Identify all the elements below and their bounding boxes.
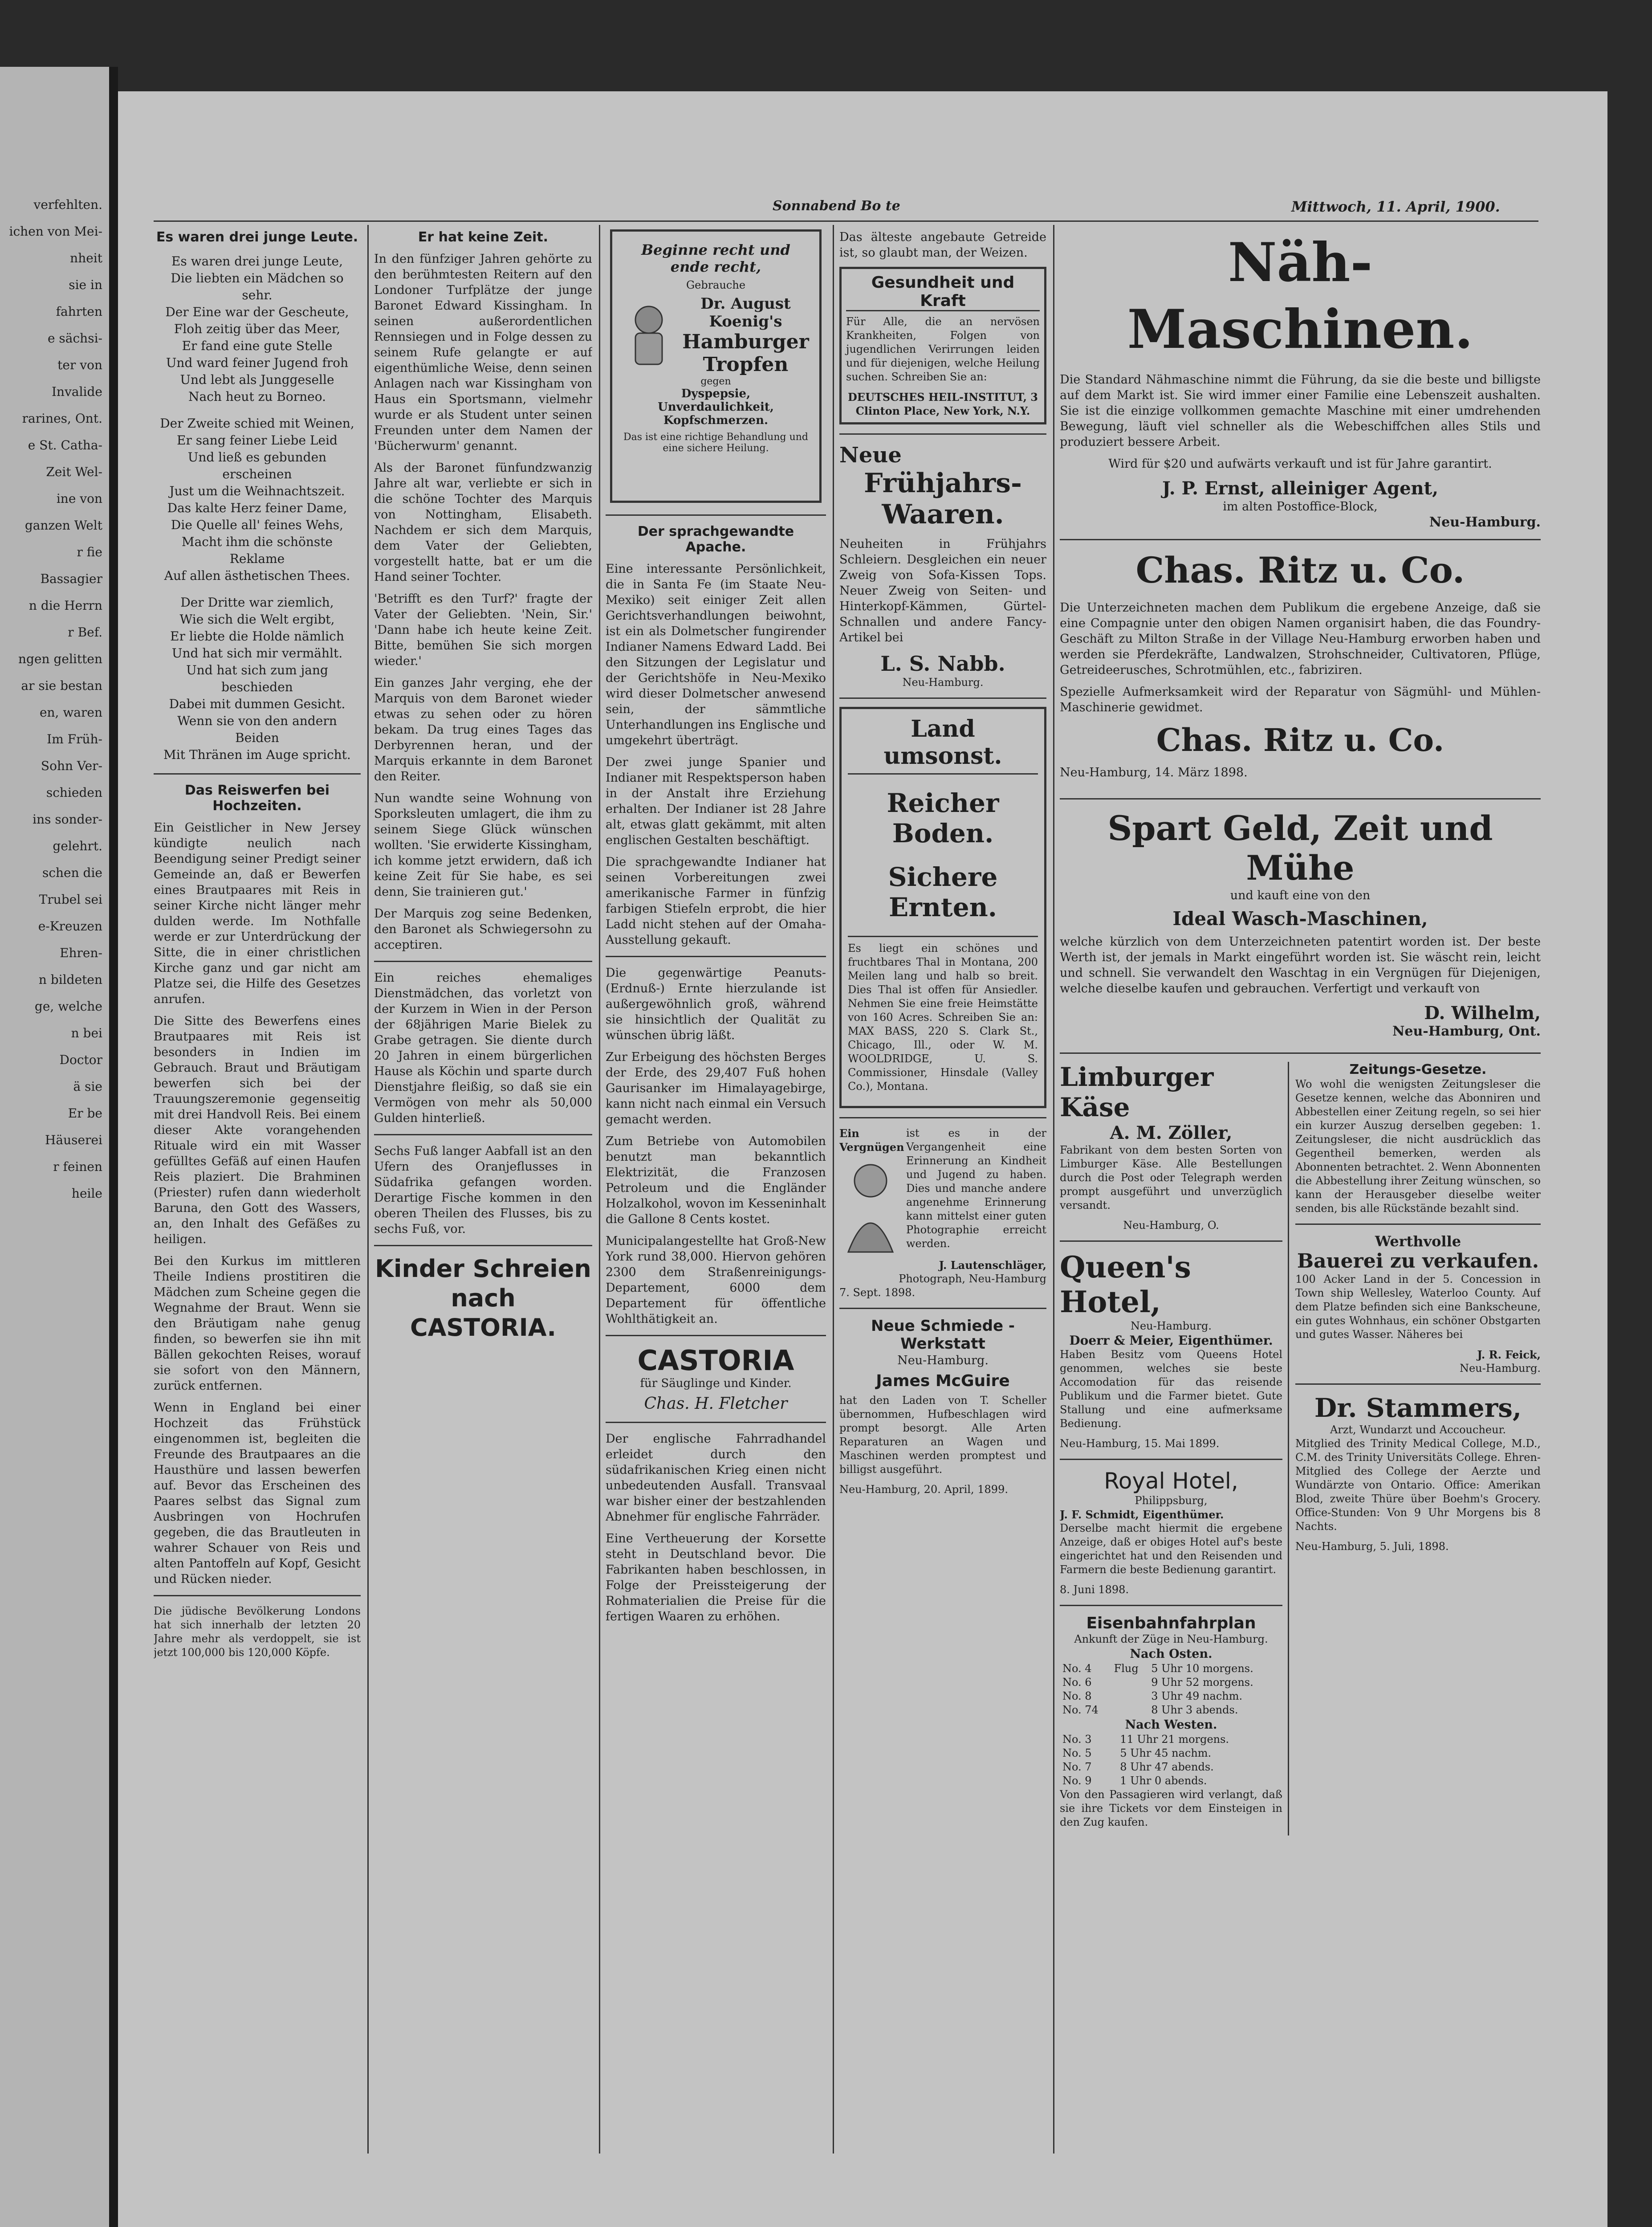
poem-line: Wie sich die Welt ergibt,: [179, 612, 335, 627]
ritz-signature: Chas. Ritz u. Co.: [1156, 722, 1444, 759]
separator: [1295, 1383, 1541, 1385]
separator: [154, 773, 361, 775]
railway-row: [1060, 1733, 1282, 1746]
smithy-name: James McGuire: [876, 1372, 1010, 1390]
health-title: Gesundheit und Kraft: [846, 273, 1040, 311]
column-5: [1060, 229, 1541, 2158]
poem-line: Dabei mit dummen Gesicht.: [169, 697, 346, 711]
railway-cell: [1111, 1689, 1149, 1703]
news-note: Die jüdische Bevölkerung Londons hat sich innerhalb der letzten 20 Jahre mehr als verdoppelt, sie ist jetzt 100,000 bis 120,000 Köpfe.: [154, 1605, 361, 1659]
sewing-price: Wird für $20 und aufwärts verkauft und ist für Jahre garantirt.: [1108, 457, 1492, 471]
railway-cell: No. 9: [1062, 1774, 1092, 1787]
railway-title: Eisenbahnfahrplan: [1086, 1614, 1256, 1632]
spring-goods-line: Frühjahrs-: [864, 468, 1022, 499]
header-left: Sonnabend Bo te: [773, 198, 900, 214]
railway-cell: [1110, 1760, 1117, 1774]
previous-page-fragment: Trubel sei: [39, 892, 102, 907]
railway-row: [1060, 1676, 1282, 1689]
spring-goods-signature: L. S. Nabb.: [880, 652, 1005, 676]
poem-line: Der Eine war der Gescheute,: [165, 305, 349, 319]
railway-subtitle: Ankunft der Züge in Neu-Hamburg.: [1074, 1633, 1268, 1645]
sewing-title: Näh-Maschinen.: [1127, 231, 1473, 361]
article-body: [374, 251, 592, 953]
railway-cell: 1 Uhr 0 abends.: [1120, 1774, 1207, 1787]
poem-line: Wenn sie von den andern Beiden: [177, 714, 337, 745]
wash-location: Neu-Hamburg, Ont.: [1392, 1024, 1541, 1039]
previous-page-fragment: ine von: [56, 491, 102, 506]
separator: [606, 1335, 826, 1336]
previous-page-fragment: ins sonder-: [33, 812, 102, 827]
paragraph: Als der Baronet fünfundzwanzig Jahre alt war, verliebte er sich in die schöne Tochter des Marquis von Nottingham, Elisabeth. Nachdem er sich dem Marquis, dem Vater der Geliebten, vorgestellt hatte, bat er um die Hand seiner Tochter.: [374, 461, 592, 584]
article-title: Das Reiswerfen bei Hochzeiten.: [184, 783, 330, 814]
previous-page-fragment: ganzen Welt: [24, 518, 102, 533]
railway-cell: [1110, 1746, 1117, 1760]
railway-row: [1060, 1746, 1282, 1760]
railway-row: [1060, 1662, 1282, 1676]
previous-page-fragment: Sohn Ver-: [41, 759, 102, 773]
separator: [839, 697, 1046, 699]
newspaper-page: [118, 91, 1607, 2227]
previous-page-fragment: e sächsi-: [47, 331, 102, 346]
separator: [606, 514, 826, 516]
previous-page-text: [0, 192, 102, 1207]
column-4: [839, 229, 1046, 2158]
smithy-date: Neu-Hamburg, 20. April, 1899.: [839, 1483, 1008, 1496]
royal-hotel-owner: J. F. Schmidt, Eigenthümer.: [1060, 1508, 1224, 1521]
previous-page-fragment: Ehren-: [60, 946, 102, 960]
poem-line: Er fand eine gute Stelle: [182, 339, 333, 353]
previous-page-fragment: n die Herrn: [28, 598, 102, 613]
cheese-title: Limburger Käse: [1060, 1062, 1214, 1122]
separator: [1060, 1459, 1282, 1460]
spring-goods-line: Waaren.: [882, 499, 1004, 530]
queens-hotel-body: Haben Besitz vom Queens Hotel genommen, welches sie beste Accomodation für das reisende Publikum und die Farmer bietet. Gute Stallung und eine aufmerksame Bedienung.: [1060, 1348, 1282, 1430]
photographer-illustration-icon: [839, 1154, 902, 1256]
railway-cell: [1110, 1733, 1117, 1746]
paragraph: In den fünfziger Jahren gehörte zu den berühmtesten Reitern auf den Londoner Turfplätze der junge Baronet Edward Kissingham. In seinen außerordentlichen Rennsiegen und in Folge dessen zu seinem Rufe gelangte er auf eigenthümliche Weise, denn seinen Anlagen nach war Kissingham von Haus ein Sportsmann, vielmehr wurde er als Student unter seinen Freunden unter dem Namen der 'Bücherwurm' genannt.: [374, 252, 592, 453]
railway-cell: No. 74: [1062, 1704, 1099, 1716]
farm-body: 100 Acker Land in der 5. Concession in Town ship Wellesley, Waterloo County. Auf dem Platze befinden sich eine Bankscheune, ein gutes Wohnhaus, ein schöner Obstgarten und gutes Wasser. Näheres bei: [1295, 1273, 1541, 1341]
railway-note: Von den Passagieren wird verlangt, daß sie ihre Tickets vor dem Einsteigen in den Zug kaufen.: [1060, 1788, 1282, 1828]
railway-cell: No. 7: [1062, 1761, 1092, 1773]
royal-hotel-location: Philippsburg,: [1135, 1494, 1208, 1507]
railway-west-heading: Nach Westen.: [1125, 1718, 1217, 1732]
previous-page-fragment: Doctor: [59, 1052, 102, 1067]
paragraph: Ein Geistlicher in New Jersey kündigte neulich nach Beendigung seiner Predigt seiner Gemeinde an, daß er Bewerfen eines Brautpaares mit Reis in seiner Kirche nicht länger mehr dulden werde. Im Nothfalle werde er zur Unterdrückung der Sitte, die in einer christlichen Kirche ganz und gar nicht am Platze sei, die Hilfe des Gesetzes anrufen.: [154, 821, 361, 1006]
queens-hotel-date: Neu-Hamburg, 15. Mai 1899.: [1060, 1437, 1220, 1450]
ad-line: Kopfschmerzen.: [663, 414, 769, 427]
hamburger-tropfen-ad: [610, 229, 822, 503]
poem-line: Die liebten ein Mädchen so sehr.: [171, 271, 344, 302]
poem-line: Just um die Weihnachtszeit.: [169, 484, 345, 498]
poem-title: Es waren drei junge Leute.: [156, 229, 358, 245]
poem-line: Floh zeitig über das Meer,: [174, 322, 341, 336]
law-body: Wo wohl die wenigsten Zeitungsleser die Gesetze kennen, welche das Abonniren und Abbestellen einer Zeitung regeln, so sei hier ein kurzer Auszug derselben gegeben: 1. Zeitungsleser, die nicht ausdrücklich das Gegentheil bemerken, werden als Abonnenten betrachtet. 2. Wenn Abonnenten die Abbestellung ihrer Zeitung wünschen, so kann der Herausgeber dieselbe weiter senden, bis alle Rückstände bezahlt sind.: [1295, 1078, 1541, 1215]
railway-cell: [1111, 1703, 1149, 1717]
queens-hotel-location: Neu-Hamburg.: [1130, 1320, 1212, 1332]
railway-cell: Flug: [1114, 1662, 1139, 1675]
doctor-title: Dr. Stammers,: [1314, 1393, 1522, 1423]
previous-page-fragment: ä sie: [73, 1079, 102, 1094]
previous-page-fragment: r feinen: [53, 1159, 102, 1174]
previous-page-fragment: Bassagier: [40, 571, 102, 586]
separator: [839, 433, 1046, 435]
poem-line: Und ward feiner Jugend froh: [166, 355, 349, 370]
news-note: Sechs Fuß langer Aabfall ist an den Ufern des Oranjeflusses in Südafrika gefangen worden. Derartige Fische kommen in den oberen Theilen des Flusses, bis zu sechs Fuß, vor.: [374, 1144, 592, 1236]
poem: [154, 253, 361, 763]
column-rule: [1053, 225, 1054, 2154]
railway-cell: No. 8: [1062, 1690, 1092, 1702]
previous-page-fragment: ngen gelitten: [18, 652, 102, 666]
railway-cell: [1110, 1774, 1117, 1788]
health-ad: [839, 267, 1046, 424]
column-rule: [599, 225, 600, 2154]
previous-page-fragment: schen die: [42, 865, 102, 880]
previous-page-fragment: ge, welche: [34, 999, 102, 1014]
news-note: Zur Erbeigung des höchsten Berges der Erde, des 29,407 Fuß hohen Gaurisanker im Himalayagebirge, kann nicht nach einmal ein Versuch gemacht werden.: [606, 1050, 826, 1126]
child-illustration-icon: [622, 300, 675, 371]
paragraph: Der zwei junge Spanier und Indianer mit Respektsperson haben in der Anstalt ihre Erziehung erhalten. Der Indianer ist 28 Jahre alt, etwas glatt gekämmt, mit alten englischen Gestalten beschäftigt.: [606, 755, 826, 847]
poem-line: Und hat sich zum jang beschieden: [186, 663, 328, 694]
land-line: Boden.: [892, 818, 994, 848]
paragraph: Nun wandte seine Wohnung von Sporksleuten umlagert, die ihm zu seinem Siege Glück wünschen wollten. 'Sie erwiderte Kissingham, ich komme jetzt erwidern, daß ich keine Zeit für Sie habe, es sei denn, Sie trainieren gut.': [374, 791, 592, 899]
small-ads-right: [1295, 1062, 1541, 1835]
railway-east-heading: Nach Osten.: [1130, 1647, 1213, 1661]
ritz-date: Neu-Hamburg, 14. März 1898.: [1060, 766, 1248, 779]
news-note: Eine Vertheuerung der Korsette steht in Deutschland bevor. Die Fabrikanten haben beschlossen, in Folge der Preissteigerung der Rohmaterialien die Preise für die fertigen Waaren zu erhöhen.: [606, 1532, 826, 1623]
article-body: [606, 561, 826, 948]
photo-date: 7. Sept. 1898.: [839, 1286, 916, 1299]
free-land-ad: [839, 707, 1046, 1108]
ad-product: Hamburger Tropfen: [682, 330, 809, 376]
news-note: Die gegenwärtige Peanuts-(Erdnuß-) Ernte hierzulande ist außergewöhnlich groß, während sie hinsichtlich der Qualität zu wünschen übrig läßt.: [606, 966, 826, 1042]
previous-page-fragment: ar sie bestan: [21, 678, 102, 693]
wash-product: Ideal Wasch-Maschinen,: [1172, 908, 1428, 930]
wash-body: welche kürzlich von dem Unterzeichneten patentirt worden ist. Der beste Werth ist, der jemals in Markt eingeführt worden ist. Sie wäscht rein, leicht und schnell. Sie verwandelt den Waschtag in ein Vergnügen für Diejenigen, welche dieselbe kaufen und gebrauchen. Verfertigt und verkauft von: [1060, 935, 1541, 995]
ritz-body-2: Spezielle Aufmerksamkeit wird der Reparatur von Sägmühl- und Mühlen-Maschinerie gewidmet.: [1060, 685, 1541, 714]
queens-hotel-owner: Doerr & Meier, Eigenthümer.: [1069, 1333, 1273, 1348]
doctor-body: Mitglied des Trinity Medical College, M.D., C.M. des Trinity Universitäts College. Ehren-Mitglied des College der Aerzte und Wundärzte von Ontario. Office: Amerikan Blod, zweite Thüre über Boehm's Grocery. Office-Stunden: Von 9 Uhr Morgens bis 8 Nachts.: [1295, 1437, 1541, 1533]
ad-line: Gebrauche: [686, 279, 746, 291]
wash-subtitle: und kauft eine von den: [1230, 889, 1371, 902]
article-title: Er hat keine Zeit.: [418, 229, 549, 245]
paragraph: Wenn in England bei einer Hochzeit das Frühstück eingenommen ist, begleiten die Freunde des Brautpaares an die Hausthüre und lassen bewerfen auf. Bevor das Erscheinen des Paares selbst das Signal zum Ausbringen von Hochrufen gegeben, die das Brautleuten in wahrer Schauer von Reis und alten Pantoffeln auf Kopf, Gesicht und Rücken nieder.: [154, 1401, 361, 1586]
poem-line: Und hat sich mir vermählt.: [171, 646, 343, 661]
previous-page-fragment: e St. Catha-: [28, 438, 102, 453]
previous-page-fragment: fahrten: [56, 304, 102, 319]
ad-line: Das ist eine richtige Behandlung und eine sichere Heilung.: [623, 432, 809, 454]
previous-page-fragment: schieden: [46, 785, 102, 800]
smithy-title: Neue Schmiede - Werkstatt: [871, 1317, 1015, 1353]
previous-page-fragment: e-Kreuzen: [38, 919, 102, 934]
ad-line: Beginne recht und ende recht,: [641, 241, 790, 275]
previous-page-fragment: Im Früh-: [47, 732, 102, 746]
column-3: [606, 229, 826, 2158]
paragraph: Der Marquis zog seine Bedenken, den Baronet als Schwiegersohn zu acceptiren.: [374, 907, 592, 952]
separator: [839, 1117, 1046, 1118]
railway-cell: No. 3: [1062, 1733, 1092, 1746]
sewing-location: Neu-Hamburg.: [1429, 514, 1541, 530]
land-line: Sichere: [888, 862, 998, 892]
doctor-date: Neu-Hamburg, 5. Juli, 1898.: [1295, 1540, 1449, 1553]
previous-page-fragment: heile: [71, 1186, 102, 1201]
previous-page-fragment: sie in: [69, 277, 102, 292]
spring-goods-body: Neuheiten in Frühjahrs Schleiern. Desgleichen ein neuer Zweig von Sofa-Kissen Tops. Neuer Zweig von Seiten- und Hinterkopf-Kämmen, Gürtel-Schnallen und andere Fancy-Artikel bei: [839, 537, 1046, 644]
photo-location: Photograph, Neu-Hamburg: [899, 1273, 1046, 1285]
previous-page-fragment: Er be: [68, 1106, 102, 1121]
railway-cell: 11 Uhr 21 morgens.: [1120, 1733, 1229, 1746]
photo-body: ist es in der Vergangenheit eine Erinnerung an Kindheit und Jugend zu haben. Dies und manche andere angenehme Erinnerung kann mittelst einer guten Photographie erreicht werden.: [906, 1127, 1046, 1250]
railway-cell: 5 Uhr 10 morgens.: [1151, 1662, 1253, 1675]
sewing-body: Die Standard Nähmaschine nimmt die Führung, da sie die beste und billigste auf dem Markt ist. Sie wird immer einer Familie eine Lebenszeit aushalten. Sie ist die einzige vollkommen gemachte Maschine mit einer umdrehenden Bewegung, läuft viel schneller als die Webeschiffchen alles Stils und produziert bessere Arbeit.: [1060, 373, 1541, 449]
poem-line: Und lebt als Junggeselle: [180, 372, 334, 387]
smithy-location: Neu-Hamburg.: [897, 1354, 989, 1367]
column-2: [374, 229, 592, 2158]
news-note: Zum Betriebe von Automobilen benutzt man bekanntlich Elektrizität, die Franzosen Petroleum und die Engländer Holzalkohol, wovon im Kesseninhalt die Gallone 8 Cents kostet.: [606, 1134, 826, 1226]
previous-page-fragment: n bildeten: [38, 972, 102, 987]
ritz-title: Chas. Ritz u. Co.: [1135, 549, 1465, 591]
paragraph: Bei den Kurkus im mittleren Theile Indiens prostitiren die Mädchen zum Scheine gegen die Wegnahme der Braut. Wenn sie den Bräutigam nahe genug finden, so bewerfen sie ihn mit Bällen gekochten Reises, worauf sie sofort von den Männern, zurück entfernen.: [154, 1254, 361, 1393]
railway-row: [1060, 1703, 1282, 1717]
railway-cell: 3 Uhr 49 nachm.: [1151, 1690, 1243, 1702]
separator: [1060, 1605, 1282, 1606]
health-address: DEUTSCHES HEIL-INSTITUT, 3 Clinton Place, New York, N.Y.: [847, 391, 1038, 417]
railway-cell: 9 Uhr 52 morgens.: [1151, 1676, 1253, 1689]
ad-line: gegen: [700, 376, 731, 387]
doctor-subtitle: Arzt, Wundarzt und Accoucheur.: [1330, 1423, 1506, 1436]
news-note: Municipalangestellte hat Groß-New York rund 38,000. Hiervon gehören 2300 dem Straßenreinigungs-Departement, 6000 dem Departement für öffentliche Wohlthätigkeit an.: [606, 1234, 826, 1326]
separator: [1060, 539, 1541, 540]
railway-cell: No. 5: [1062, 1747, 1092, 1759]
ad-line: Dyspepsie, Unverdaulichkeit,: [658, 387, 774, 414]
previous-page-fragment: ter von: [57, 358, 102, 372]
paragraph: Die sprachgewandte Indianer hat seinen Vorbereitungen zwei amerikanische Farmer in fünfzig farbigen Stiefeln erprobt, die hier Ladd nicht stehen auf der Omaha-Ausstellung gekauft.: [606, 855, 826, 947]
column-rule: [833, 225, 834, 2154]
paragraph: Die Sitte des Bewerfens eines Brautpaares mit Reis ist besonders in Indien im Gebrauch. Braut und Bräutigam bewerfen sich bei der Trauungszeremonie gegenseitig mit drei Handvoll Reis. Bei einem dieser Akte vorangehenden Rituale wird ein mit Wasser gefülltes Gefäß auf einen Haufen Reis plaziert. Die Brahminen (Priester) rufen dann wiederholt Baruna, den Gott des Wassers, an, den Inhalt des Gefäßes zu heiligen.: [154, 1014, 361, 1246]
castoria-title: CASTORIA: [637, 1344, 794, 1377]
separator: [606, 1422, 826, 1423]
separator: [1060, 1240, 1282, 1242]
header-rule: [154, 220, 1538, 222]
royal-hotel-date: 8. Juni 1898.: [1060, 1583, 1129, 1596]
previous-page-fragment: r Bef.: [68, 625, 102, 640]
railway-cell: No. 4: [1062, 1662, 1092, 1675]
poem-line: Mit Thränen im Auge spricht.: [163, 747, 351, 762]
previous-page-fragment: verfehlten.: [33, 197, 102, 212]
header-right: Mittwoch, 11. April, 1900.: [1291, 198, 1500, 215]
railway-west-table: [1060, 1733, 1282, 1788]
royal-hotel-body: Derselbe macht hiermit die ergebene Anzeige, daß er obiges Hotel auf's beste eingerichtet hat und den Reisenden und Farmern die beste Bedienung garantirt.: [1060, 1522, 1282, 1576]
paragraph: Eine interessante Persönlichkeit, die in Santa Fe (im Staate Neu-Mexiko) seit einiger Zeit allen Gerichtsverhandlungen beiwohnt, ist ein als Dolmetscher fungirender Indianer Namens Edward Ladd. Bei den Sitzungen der Legislatur und der Gerichtshöfe in Neu-Mexiko wird dieser Dolmetscher anwesend sein, der sämmtliche Unterhandlungen ins Englische und umgekehrt überträgt.: [606, 562, 826, 747]
farm-location: Neu-Hamburg.: [1459, 1362, 1541, 1375]
royal-hotel-title: Royal Hotel,: [1104, 1468, 1238, 1494]
wash-title: Spart Geld, Zeit und Mühe: [1107, 808, 1493, 888]
column-rule: [367, 225, 369, 2154]
poem-line: Der Zweite schied mit Weinen,: [160, 416, 354, 431]
poem-line: Er sang feiner Liebe Leid: [177, 433, 338, 448]
railway-cell: No. 6: [1062, 1676, 1092, 1689]
railway-cell: [1111, 1676, 1149, 1689]
spring-goods-location: Neu-Hamburg.: [902, 676, 984, 689]
photo-signature: J. Lautenschläger,: [939, 1259, 1046, 1272]
farm-signature: J. R. Feick,: [1477, 1348, 1541, 1361]
cheese-body: Fabrikant von dem besten Sorten von Limburger Käse. Alle Bestellungen durch die Post oder Telegraph werden prompt ausgeführt und unverzüglich versandt.: [1060, 1144, 1282, 1211]
separator: [1060, 798, 1541, 799]
previous-page-fragment: Invalide: [51, 384, 102, 399]
smithy-body: hat den Laden von T. Scheller übernommen, Hufbeschlagen wird prompt besorgt. Alle Arten Reparaturen an Wagen und Maschinen werden promptest und billigst ausgeführt.: [839, 1394, 1046, 1476]
railway-row: [1060, 1760, 1282, 1774]
separator: [606, 956, 826, 957]
previous-page-fragment: gelehrt.: [53, 839, 102, 853]
column-1: [154, 229, 361, 2158]
poem-line: Der Dritte war ziemlich,: [180, 595, 334, 610]
poem-line: Macht ihm die schönste Reklame: [181, 534, 333, 566]
news-note: Der englische Fahrradhandel erleidet durch den südafrikanischen Krieg einen nicht unbedeutenden Ausfall. Transvaal war bisher einer der bestzahlenden Abnehmer für englische Fahrräder.: [606, 1432, 826, 1524]
previous-page-fragment: en, waren: [39, 705, 102, 720]
news-note: Ein reiches ehemaliges Dienstmädchen, das vorletzt von der Kurzem in Wien in der Person der 68jährigen Marie Bielek zu Grabe getragen. Sie diente durch 20 Jahren in einem bürgerlichen Hause als Köchin und sparte durch Dienstjahre fleißig, so daß sie ein Vermögen von mehr als 50,000 Gulden hinterließ.: [374, 971, 592, 1125]
article-body: [154, 820, 361, 1587]
cheese-name: A. M. Zöller,: [1110, 1122, 1233, 1143]
farm-title-2: Bauerei zu verkaufen.: [1297, 1250, 1539, 1273]
railway-east-table: [1060, 1662, 1282, 1717]
separator: [374, 961, 592, 962]
previous-page-fragment: ichen von Mei-: [9, 224, 102, 239]
news-note: Das älteste angebaute Getreide ist, so glaubt man, der Weizen.: [839, 230, 1046, 260]
poem-line: Und ließ es gebunden erscheinen: [187, 450, 327, 481]
land-line: Reicher: [887, 788, 999, 818]
spring-goods-line: Neue: [839, 443, 902, 468]
separator: [1060, 1052, 1541, 1054]
railway-cell: 8 Uhr 47 abends.: [1120, 1761, 1214, 1773]
poem-line: Er liebte die Holde nämlich: [170, 629, 344, 644]
land-line: Ernten.: [889, 892, 997, 922]
castoria-ad: Kinder Schreien nach CASTORIA.: [375, 1255, 591, 1342]
railway-cell: 8 Uhr 3 abends.: [1151, 1704, 1238, 1716]
separator: [374, 1134, 592, 1135]
previous-page-fragment: n bei: [71, 1026, 102, 1040]
news-notes: [606, 965, 826, 1327]
poem-line: Das kalte Herz feiner Dame,: [167, 501, 347, 515]
previous-page-fragment: r fie: [77, 545, 102, 559]
news-notes: [606, 1431, 826, 1624]
poem-line: Auf allen ästhetischen Thees.: [164, 568, 350, 583]
law-title: Zeitungs-Gesetze.: [1349, 1062, 1487, 1077]
railway-cell: 5 Uhr 45 nachm.: [1120, 1747, 1212, 1759]
sewing-address: im alten Postoffice-Block,: [1223, 500, 1378, 514]
small-ads-grid: [1060, 1062, 1541, 1835]
land-body: Es liegt ein schönes und fruchtbares Thal in Montana, 200 Meilen lang und halb so breit. Dies Thal ist offen für Ansiedler. Nehmen Sie eine freie Heimstätte von 160 Acres. Schreiben Sie an: MAX BASS, 220 S. Clark St., Chicago, Ill., oder W. M. WOOLDRIDGE, U. S. Commissioner, Hinsdale (Valley Co.), Montana.: [848, 936, 1038, 1093]
previous-page-fragment: nheit: [70, 251, 102, 265]
paragraph: 'Betrifft es den Turf?' fragte der Vater der Geliebten. 'Nein, Sir.' 'Dann habe ich heute keine Zeit. Bitte, bemühen Sie sich morgen wieder.': [374, 592, 592, 668]
health-body: Für Alle, die an nervösen Krankheiten, Folgen von jugendlichen Verirrungen leiden und für diejenigen, welche Heilung suchen. Schreiben Sie an:: [846, 315, 1040, 383]
separator: [374, 1245, 592, 1246]
sewing-agent: J. P. Ernst, alleiniger Agent,: [1162, 478, 1439, 499]
paragraph: Ein ganzes Jahr verging, ehe der Marquis von dem Baronet wieder etwas zu sehen oder zu hören bekam. Da trug eines Tages das Derbyrennen heran, und der Marquis erkannte in dem Baronet den Reiter.: [374, 676, 592, 783]
previous-page-fragment: Häuserei: [45, 1133, 102, 1147]
previous-page-edge: [0, 67, 109, 2227]
page-gutter: [109, 67, 118, 2227]
railway-row: [1060, 1774, 1282, 1788]
separator: [154, 1595, 361, 1596]
castoria-subtitle: für Säuglinge und Kinder.: [640, 1377, 792, 1390]
previous-page-fragment: rarines, Ont.: [22, 411, 102, 426]
photo-title: Ein Vergnügen: [839, 1127, 904, 1154]
ad-brand: Dr. August Koenig's: [700, 295, 791, 330]
separator: [839, 1308, 1046, 1309]
railway-row: [1060, 1689, 1282, 1703]
queens-hotel-title: Queen's Hotel,: [1060, 1250, 1191, 1319]
ritz-body: Die Unterzeichneten machen dem Publikum die ergebene Anzeige, daß sie eine Compagnie unter den obigen Namen organisirt haben, die das Foundry-Geschäft zu Milton Straße in der Village Neu-Hamburg erworben haben und werden sie Pferdekräfte, Landwalzen, Strohschneider, Cultivatoren, Pflüge, Getreideerusches, Schrotmühlen, etc., fabriziren.: [1060, 601, 1541, 677]
land-line: Land umsonst.: [848, 715, 1038, 775]
farm-title: Werthvolle: [1375, 1233, 1461, 1250]
wash-signature: D. Wilhelm,: [1424, 1003, 1541, 1024]
poem-line: Die Quelle all' feines Wehs,: [171, 518, 344, 532]
separator: [1295, 1224, 1541, 1225]
previous-page-fragment: Zeit Wel-: [46, 465, 102, 479]
poem-line: Nach heut zu Borneo.: [188, 389, 326, 404]
article-title: Der sprachgewandte Apache.: [637, 524, 794, 555]
castoria-signature: Chas. H. Fletcher: [644, 1395, 788, 1413]
cheese-location: Neu-Hamburg, O.: [1123, 1219, 1219, 1232]
poem-line: Es waren drei junge Leute,: [171, 254, 343, 269]
small-ads-left: [1060, 1062, 1289, 1835]
